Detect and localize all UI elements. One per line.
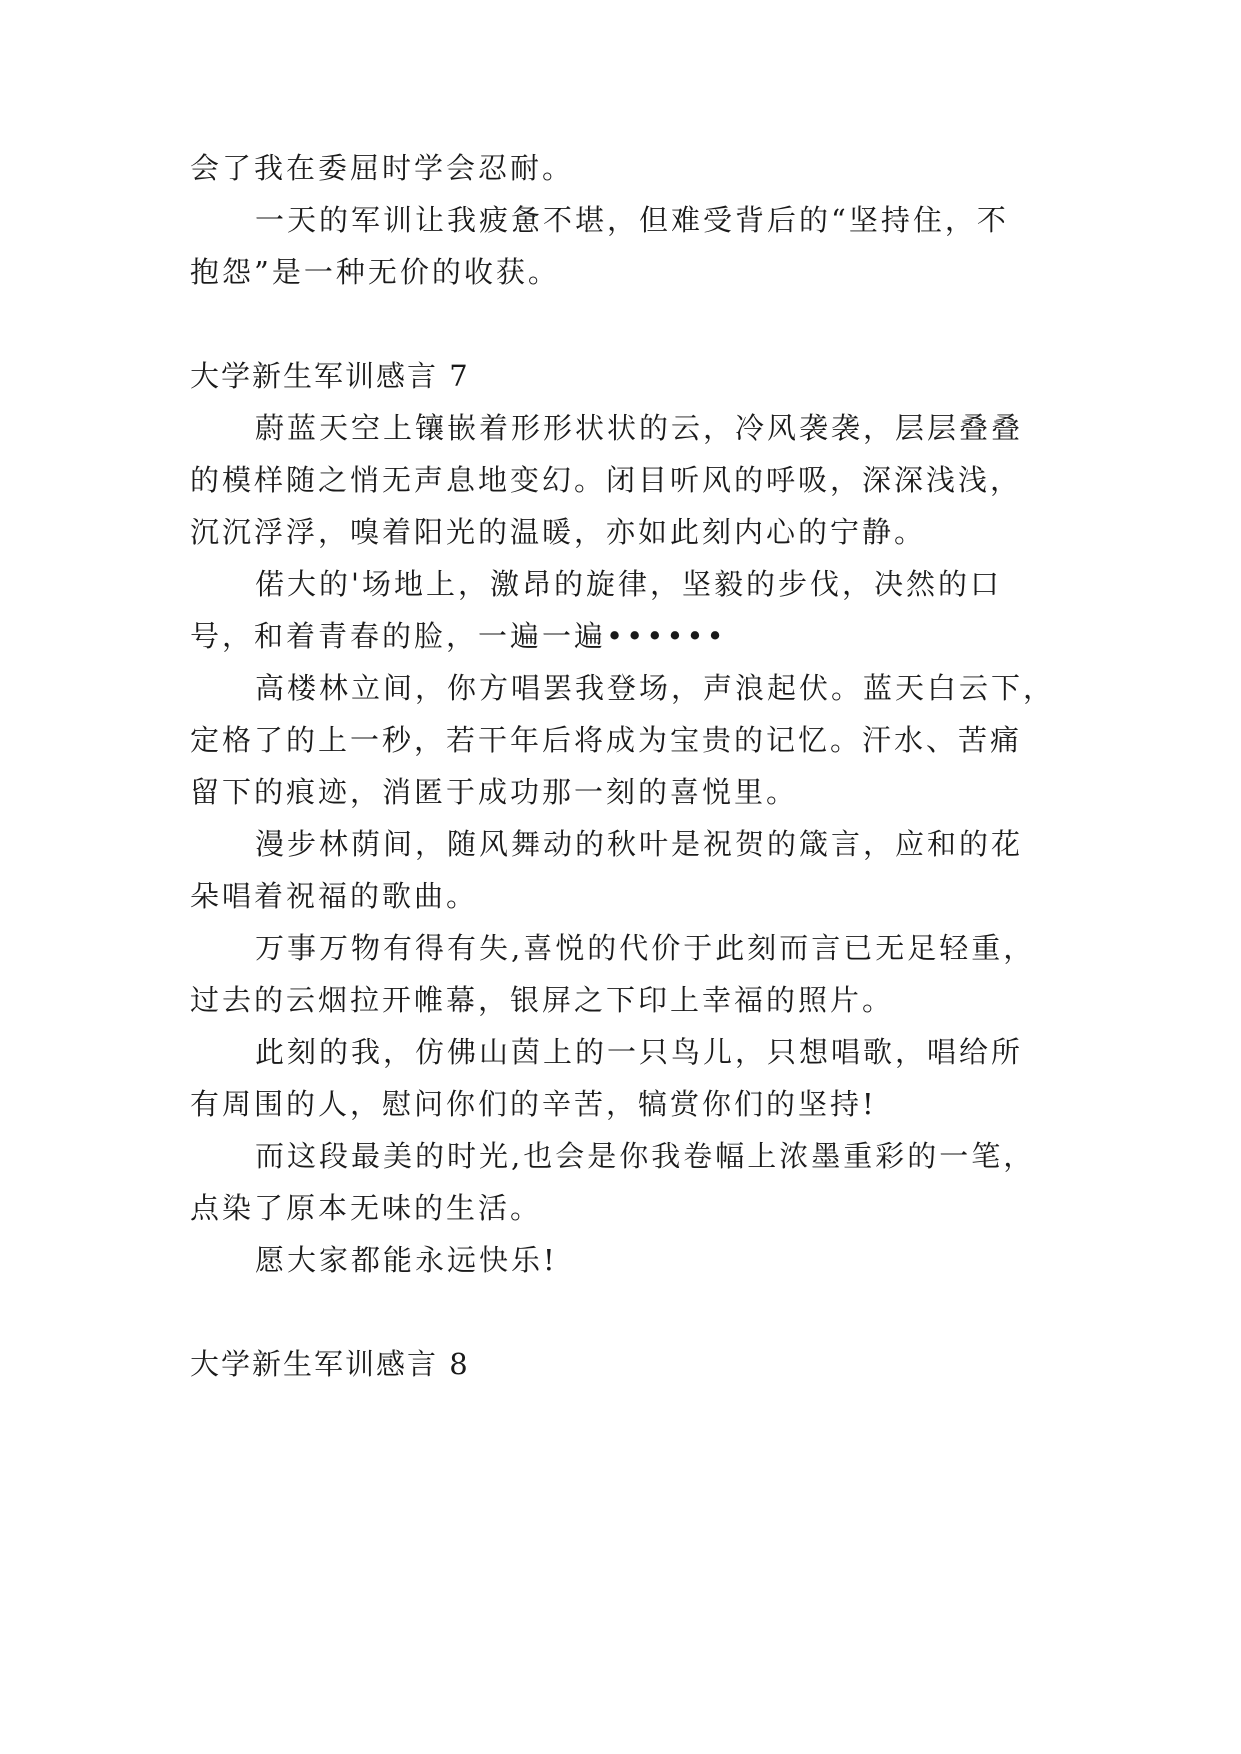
section-heading: 大学新生军训感言 7 <box>190 359 470 393</box>
text-line: 定格了的上一秒，若干年后将成为宝贵的记忆。汗水、苦痛 <box>190 723 1023 757</box>
text-line: 会了我在委屈时学会忍耐。 <box>190 151 575 185</box>
text-line: 留下的痕迹，消匿于成功那一刻的喜悦里。 <box>190 775 799 809</box>
text-line: 沉沉浮浮，嗅着阳光的温暖，亦如此刻内心的宁静。 <box>190 515 927 549</box>
paragraph-first-line: 高楼林立间，你方唱罢我登场，声浪起伏。蓝天白云下， <box>255 671 1056 705</box>
text-line: 朵唱着祝福的歌曲。 <box>190 879 479 913</box>
paragraph-first-line: 一天的军训让我疲惫不堪，但难受背后的“坚持住，不 <box>255 203 1009 237</box>
paragraph-first-line: 而这段最美的时光,也会是你我卷幅上浓墨重彩的一笔， <box>255 1139 1036 1173</box>
text-line: 抱怨”是一种无价的收获。 <box>190 255 560 289</box>
paragraph-first-line: 愿大家都能永远快乐! <box>255 1243 558 1277</box>
text-line: 号，和着青春的脸，一遍一遍•••••• <box>190 619 727 653</box>
text-line: 过去的云烟拉开帷幕，银屏之下印上幸福的照片。 <box>190 983 895 1017</box>
text-line: 有周围的人，慰问你们的辛苦，犒赏你们的坚持! <box>190 1087 877 1121</box>
paragraph-first-line: 漫步林荫间，随风舞动的秋叶是祝贺的箴言，应和的花 <box>255 827 1024 861</box>
paragraph-first-line: 蔚蓝天空上镶嵌着形形状状的云，冷风袭袭，层层叠叠 <box>255 411 1024 445</box>
text-line: 点染了原本无味的生活。 <box>190 1191 543 1225</box>
text-line: 的模样随之悄无声息地变幻。闭目听风的呼吸，深深浅浅， <box>190 463 1023 497</box>
section-heading: 大学新生军训感言 8 <box>190 1347 470 1381</box>
paragraph-first-line: 偌大的'场地上，激昂的旋律，坚毅的步伐，决然的口 <box>255 567 1002 601</box>
paragraph-first-line: 此刻的我，仿佛山茵上的一只鸟儿，只想唱歌，唱给所 <box>255 1035 1024 1069</box>
paragraph-first-line: 万事万物有得有失,喜悦的代价于此刻而言已无足轻重， <box>255 931 1036 965</box>
